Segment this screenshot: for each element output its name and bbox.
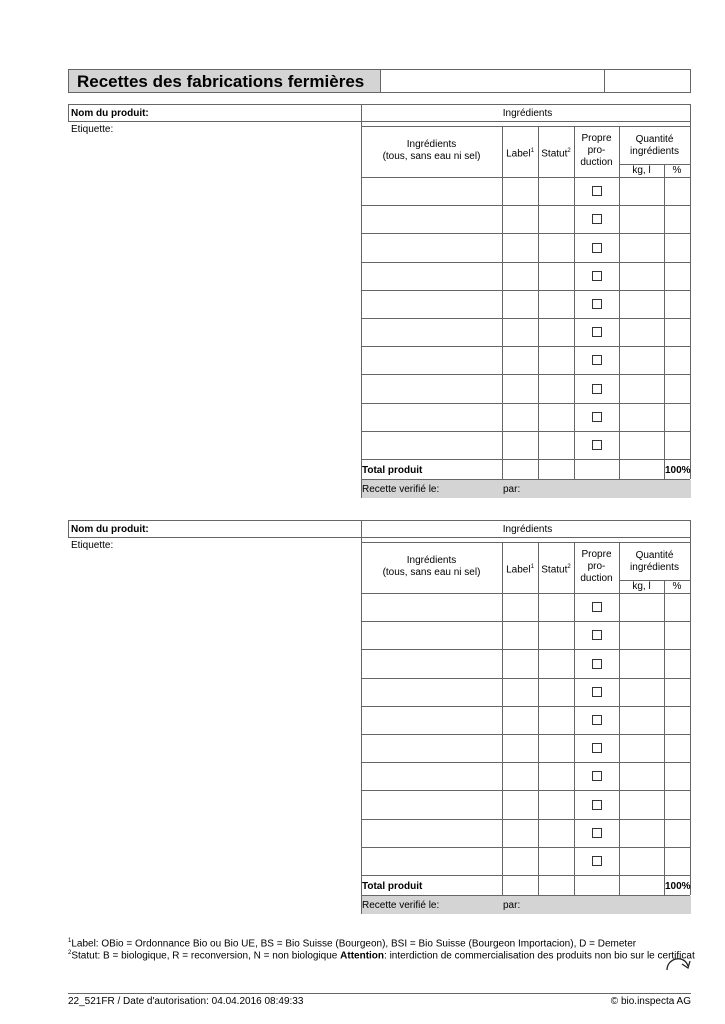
section-header — [68, 104, 691, 122]
own-production-checkbox[interactable] — [592, 659, 602, 669]
table-col-line — [619, 126, 620, 479]
own-production-checkbox[interactable] — [592, 186, 602, 196]
col-unit-header: kg, l — [632, 581, 651, 592]
col-quantite-line2: ingrédients — [630, 146, 679, 157]
own-production-checkbox[interactable] — [592, 602, 602, 612]
col-ingredients-note: (tous, sans eau ni sel) — [382, 151, 481, 162]
ingredient-row-line — [361, 819, 690, 820]
table-col-line — [502, 126, 503, 479]
col-pct-header: % — [672, 165, 682, 176]
footnote-2 — [68, 950, 695, 961]
col-ingredients-header — [361, 555, 502, 579]
col-quantite-line2: ingrédients — [630, 562, 679, 573]
ingredient-row-line — [361, 403, 690, 404]
footnote-2-marker: 2 — [68, 950, 72, 956]
table-col-line — [361, 122, 362, 498]
table-col-line — [538, 542, 539, 895]
col-label-header — [502, 561, 538, 576]
curved-arrow-icon — [664, 950, 692, 983]
table-header-top-line — [361, 126, 690, 127]
col-ingredients-title: Ingrédients — [406, 139, 457, 150]
own-production-checkbox[interactable] — [592, 630, 602, 640]
own-production-checkbox[interactable] — [592, 856, 602, 866]
page-title: Recettes des fabrications fermières — [69, 70, 381, 92]
col-propre-line2: pro- — [587, 561, 606, 572]
product-name-label: Nom du produit: — [71, 524, 149, 535]
recipe-verified-label: Recette verifié le: — [362, 900, 440, 911]
recipe-verified-label: Recette verifié le: — [362, 484, 440, 495]
col-label-text: Label — [506, 148, 531, 160]
ingredient-row-line — [361, 790, 690, 791]
total-percent: 100% — [665, 881, 691, 892]
col-quantite-line1: Quantité — [635, 550, 674, 561]
own-production-checkbox[interactable] — [592, 743, 602, 753]
verified-by-label: par: — [503, 900, 521, 911]
own-production-checkbox[interactable] — [592, 687, 602, 697]
footer-copyright: © bio.inspecta AG — [610, 996, 691, 1007]
col-ingredients-header — [361, 139, 502, 163]
col-ingredients-title: Ingrédients — [406, 555, 457, 566]
own-production-checkbox[interactable] — [592, 271, 602, 281]
col-label-text: Label — [506, 564, 531, 576]
col-propre-header — [574, 549, 619, 585]
col-statut-sup: 2 — [567, 564, 571, 570]
col-statut-text: Statut — [541, 564, 568, 576]
etiquette-label: Etiquette: — [71, 540, 114, 551]
table-col-line — [619, 542, 620, 895]
col-quantite-header — [619, 550, 690, 574]
col-label-sup: 1 — [530, 148, 534, 154]
col-unit-header: kg, l — [632, 165, 651, 176]
table-col-line — [574, 126, 575, 479]
own-production-checkbox[interactable] — [592, 243, 602, 253]
table-header-top-line — [361, 542, 690, 543]
ingredient-row-line — [361, 290, 690, 291]
col-pct-header: % — [672, 581, 682, 592]
col-statut-sup: 2 — [567, 148, 571, 154]
own-production-checkbox[interactable] — [592, 384, 602, 394]
recipe-section-2 — [68, 520, 691, 916]
form-title-row — [68, 69, 691, 93]
table-col-line — [690, 122, 691, 479]
table-col-line — [538, 126, 539, 479]
ingredient-row-line — [361, 734, 690, 735]
own-production-checkbox[interactable] — [592, 214, 602, 224]
ingredient-row-line — [361, 262, 690, 263]
col-statut-text: Statut — [541, 148, 568, 160]
col-propre-line3: duction — [580, 157, 613, 168]
ingredient-row-line — [361, 678, 690, 679]
col-propre-line2: pro- — [587, 145, 606, 156]
ingredient-row-line — [361, 431, 690, 432]
own-production-checkbox[interactable] — [592, 355, 602, 365]
total-product-label: Total produit — [362, 465, 423, 476]
ingredient-row-line — [361, 649, 690, 650]
ingredient-row-line — [361, 374, 690, 375]
table-col-line — [690, 538, 691, 895]
col-statut-header — [538, 145, 574, 160]
section-header — [68, 520, 691, 538]
col-propre-line1: Propre — [581, 133, 612, 144]
ingredient-row-line — [361, 847, 690, 848]
ingredient-row-line — [361, 762, 690, 763]
table-col-line — [574, 542, 575, 895]
own-production-checkbox[interactable] — [592, 800, 602, 810]
own-production-checkbox[interactable] — [592, 412, 602, 422]
footnote-2-attention: Attention — [340, 950, 385, 962]
product-name-label: Nom du produit: — [71, 108, 149, 119]
header-divider — [361, 521, 362, 538]
ingredient-row-line — [361, 318, 690, 319]
own-production-checkbox[interactable] — [592, 440, 602, 450]
own-production-checkbox[interactable] — [592, 715, 602, 725]
ingredient-row-line — [361, 621, 690, 622]
ingredient-row-line — [361, 706, 690, 707]
footer-divider — [68, 993, 691, 994]
col-quantite-line1: Quantité — [635, 134, 674, 145]
col-label-sup: 1 — [530, 564, 534, 570]
col-propre-line3: duction — [580, 573, 613, 584]
table-col-line — [361, 538, 362, 914]
total-percent: 100% — [665, 465, 691, 476]
ingredient-row-line — [361, 233, 690, 234]
own-production-checkbox[interactable] — [592, 771, 602, 781]
footnote-1 — [68, 938, 636, 949]
col-ingredients-note: (tous, sans eau ni sel) — [382, 567, 481, 578]
total-product-label: Total produit — [362, 881, 423, 892]
own-production-checkbox[interactable] — [592, 828, 602, 838]
header-divider — [361, 105, 362, 122]
own-production-checkbox[interactable] — [592, 299, 602, 309]
footer-doc-id: 22_521FR / Date d'autorisation: 04.04.2016 08:49:33 — [68, 996, 304, 1007]
col-label-header — [502, 145, 538, 160]
footnote-2-text-b: : interdiction de commercialisation des produits non bio sur le certificat — [384, 950, 695, 962]
ingredient-row-line — [361, 459, 690, 460]
col-statut-header — [538, 561, 574, 576]
title-divider — [604, 70, 605, 92]
table-header-bottom-line — [361, 593, 690, 594]
col-propre-line1: Propre — [581, 549, 612, 560]
footnote-2-text-a: Statut: B = biologique, R = reconversion, N = non biologique — [71, 950, 341, 962]
etiquette-label: Etiquette: — [71, 124, 114, 135]
recipe-section-1 — [68, 104, 691, 500]
col-quantite-header — [619, 134, 690, 158]
ingredient-row-line — [361, 205, 690, 206]
verified-by-label: par: — [503, 484, 521, 495]
ingredients-label: Ingrédients — [502, 108, 553, 119]
table-col-line — [502, 542, 503, 895]
ingredient-row-line — [361, 875, 690, 876]
col-propre-header — [574, 133, 619, 169]
own-production-checkbox[interactable] — [592, 327, 602, 337]
ingredient-row-line — [361, 346, 690, 347]
table-header-bottom-line — [361, 177, 690, 178]
ingredients-label: Ingrédients — [502, 524, 553, 535]
footnote-1-marker: 1 — [68, 938, 72, 944]
footnote-1-text: Label: OBio = Ordonnance Bio ou Bio UE, BS = Bio Suisse (Bourgeon), BSI = Bio Suisse (Bourgeon Importacion), D = Demeter — [71, 938, 637, 950]
